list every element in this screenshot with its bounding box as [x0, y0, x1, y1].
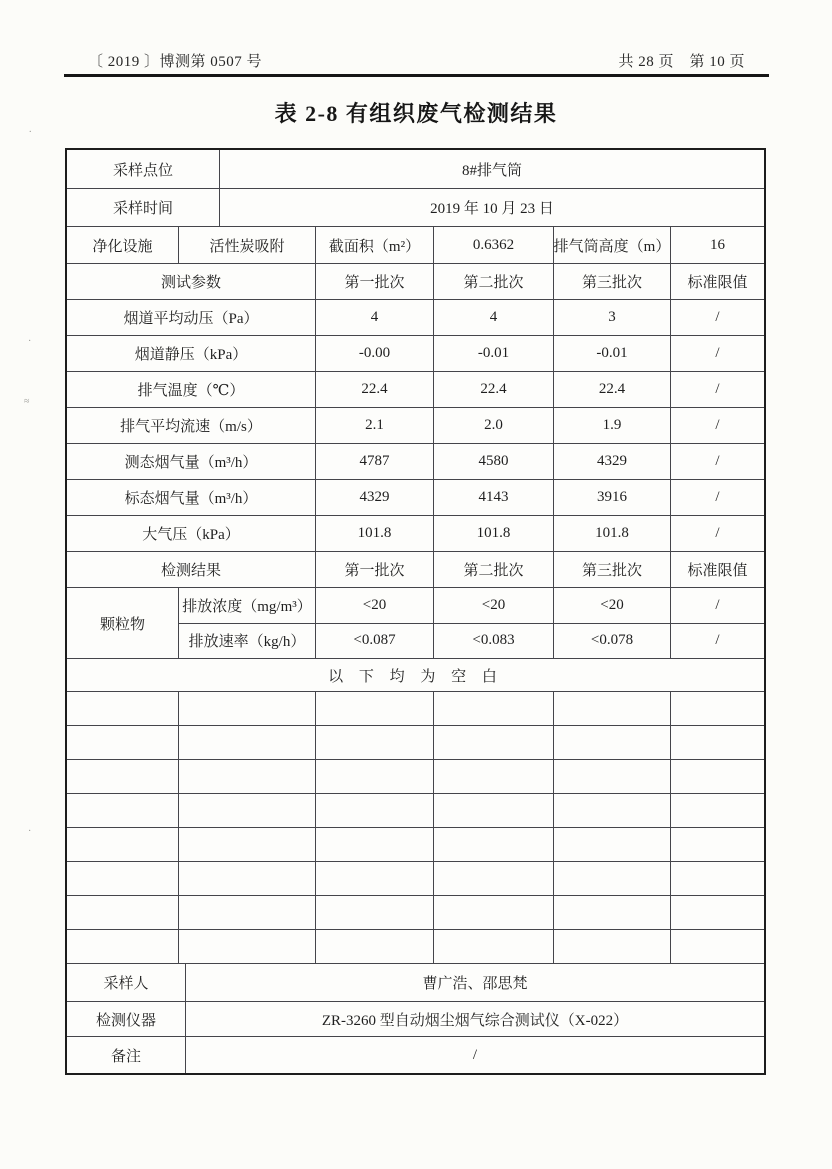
row-instrument: [67, 1002, 764, 1037]
params-header-limit: 标准限值: [687, 275, 748, 291]
empty-row: [67, 726, 764, 760]
emission-rate-label: 排放速率（kg/h）: [179, 624, 316, 659]
empty-cell: [67, 692, 179, 725]
empty-cell: [179, 896, 316, 929]
param-limit: /: [715, 417, 720, 433]
empty-cell: [434, 794, 554, 827]
emission-concentration-value: <20: [316, 588, 434, 623]
empty-cell: [554, 794, 671, 827]
param-value: 2.1: [316, 408, 434, 443]
section-area-value: 0.6362: [434, 227, 554, 263]
emission-concentration-limit: /: [715, 596, 720, 613]
scan-artifact: ·: [28, 336, 32, 347]
empty-row: [67, 760, 764, 794]
stack-height-value: 16: [710, 236, 725, 253]
empty-cell: [434, 760, 554, 793]
row-emission-rate: [179, 624, 764, 659]
page-header: [88, 50, 745, 71]
results-header-limit: 标准限值: [687, 563, 748, 579]
empty-cell: [434, 896, 554, 929]
results-header-batch1: 第一批次: [316, 552, 434, 587]
param-value: 22.4: [434, 372, 554, 407]
row-blank-note: [67, 659, 764, 692]
param-label: 烟道平均动压（Pa）: [67, 300, 316, 335]
empty-cell: [671, 862, 764, 895]
param-label: 标态烟气量（m³/h）: [67, 480, 316, 515]
sample-point-label: 采样点位: [67, 150, 220, 188]
sample-point-value: 8#排气筒: [461, 162, 522, 179]
empty-cell: [434, 726, 554, 759]
empty-row: [67, 930, 764, 964]
param-label: 大气压（kPa）: [67, 516, 316, 551]
empty-row: [67, 896, 764, 930]
empty-cell: [67, 794, 179, 827]
empty-cell: [179, 930, 316, 963]
empty-cell: [179, 726, 316, 759]
empty-row: [67, 828, 764, 862]
page-title: 表 2-8 有组织废气检测结果: [274, 101, 558, 126]
row-param-avg-flow-velocity: [67, 408, 764, 444]
param-value: -0.01: [554, 336, 671, 371]
param-value: 1.9: [554, 408, 671, 443]
emission-rate-value: <0.083: [434, 624, 554, 659]
param-label: 排气平均流速（m/s）: [67, 408, 316, 443]
empty-cell: [434, 862, 554, 895]
empty-cell: [554, 726, 671, 759]
pollutant-name: 颗粒物: [67, 588, 179, 658]
row-purification: [67, 227, 764, 264]
section-area-label: 截面积（m²）: [316, 227, 434, 263]
row-results-header: [67, 552, 764, 588]
row-sample-time: [67, 189, 764, 227]
param-limit: /: [715, 345, 720, 361]
param-value: 4: [434, 300, 554, 335]
empty-cell: [554, 930, 671, 963]
empty-cell: [67, 930, 179, 963]
empty-cell: [554, 896, 671, 929]
params-header-batch3: 第三批次: [554, 264, 671, 299]
empty-cell: [316, 828, 434, 861]
instrument-value: ZR-3260 型自动烟尘烟气综合测试仪（X-022）: [321, 1012, 629, 1029]
remark-value: /: [472, 1046, 478, 1063]
param-value: 101.8: [554, 516, 671, 551]
empty-cell: [67, 896, 179, 929]
empty-cell: [179, 862, 316, 895]
param-value: 4143: [434, 480, 554, 515]
results-header-label: 检测结果: [67, 552, 316, 587]
param-value: 4329: [316, 480, 434, 515]
row-param-standard-gas-volume: [67, 480, 764, 516]
row-param-duct-static-pressure: [67, 336, 764, 372]
empty-row: [67, 692, 764, 726]
empty-cell: [671, 930, 764, 963]
param-value: 2.0: [434, 408, 554, 443]
param-value: 101.8: [316, 516, 434, 551]
emission-concentration-label: 排放浓度（mg/m³）: [179, 588, 316, 623]
empty-cell: [671, 794, 764, 827]
empty-cell: [316, 760, 434, 793]
param-label: 排气温度（℃）: [67, 372, 316, 407]
stack-height-label: 排气筒高度（m）: [554, 227, 671, 263]
param-limit: /: [715, 453, 720, 469]
row-sample-point: [67, 150, 764, 189]
empty-cell: [316, 896, 434, 929]
report-table: [65, 148, 766, 1075]
doc-number: 〔 2019 〕博测第 0507 号: [88, 54, 263, 70]
emission-concentration-value: <20: [434, 588, 554, 623]
row-param-exhaust-temperature: [67, 372, 764, 408]
scan-artifact: ·: [28, 826, 32, 837]
empty-cell: [671, 896, 764, 929]
scan-artifact: .: [29, 124, 32, 135]
empty-cell: [316, 726, 434, 759]
empty-cell: [671, 828, 764, 861]
row-param-actual-gas-volume: [67, 444, 764, 480]
empty-cell: [316, 862, 434, 895]
row-remark: [67, 1037, 764, 1073]
scan-artifact: ≈: [24, 396, 30, 407]
purify-label: 净化设施: [67, 227, 179, 263]
empty-cell: [671, 692, 764, 725]
empty-cell: [179, 692, 316, 725]
empty-cell: [179, 794, 316, 827]
empty-cell: [434, 930, 554, 963]
empty-row: [67, 794, 764, 828]
param-value: 22.4: [316, 372, 434, 407]
row-param-duct-dynamic-pressure: [67, 300, 764, 336]
param-value: 4329: [554, 444, 671, 479]
emission-rate-value: <0.087: [316, 624, 434, 659]
params-header-batch2: 第二批次: [434, 264, 554, 299]
empty-cell: [316, 930, 434, 963]
param-value: 22.4: [554, 372, 671, 407]
empty-cell: [67, 828, 179, 861]
row-param-atmospheric-pressure: [67, 516, 764, 552]
param-label: 测态烟气量（m³/h）: [67, 444, 316, 479]
param-value: 4787: [316, 444, 434, 479]
empty-cell: [179, 828, 316, 861]
param-value: -0.00: [316, 336, 434, 371]
purify-value: 活性炭吸附: [179, 227, 316, 263]
results-header-batch2: 第二批次: [434, 552, 554, 587]
row-params-header: [67, 264, 764, 300]
blank-note: 以 下 均 为 空 白: [328, 668, 503, 685]
param-limit: /: [715, 309, 720, 325]
empty-row: [67, 862, 764, 896]
emission-rate-value: <0.078: [554, 624, 671, 659]
param-limit: /: [715, 489, 720, 505]
empty-cell: [67, 862, 179, 895]
sampler-value: 曹广浩、邵思梵: [422, 976, 528, 992]
params-header-batch1: 第一批次: [316, 264, 434, 299]
sample-time-label: 采样时间: [67, 189, 220, 226]
empty-cell: [67, 726, 179, 759]
results-header-batch3: 第三批次: [554, 552, 671, 587]
empty-cell: [554, 760, 671, 793]
instrument-label: 检测仪器: [67, 1002, 186, 1036]
param-value: 3916: [554, 480, 671, 515]
empty-cell: [316, 794, 434, 827]
emission-rate-limit: /: [715, 632, 720, 649]
param-limit: /: [715, 381, 720, 397]
empty-cell: [671, 760, 764, 793]
empty-cell: [554, 692, 671, 725]
sampler-label: 采样人: [67, 964, 186, 1001]
empty-cell: [554, 828, 671, 861]
emission-concentration-value: <20: [554, 588, 671, 623]
empty-cell: [434, 828, 554, 861]
param-label: 烟道静压（kPa）: [67, 336, 316, 371]
sample-time-value: 2019 年 10 月 23 日: [430, 201, 554, 217]
param-value: 3: [554, 300, 671, 335]
empty-cell: [316, 692, 434, 725]
empty-cell: [434, 692, 554, 725]
param-value: 4580: [434, 444, 554, 479]
page-count: 共 28 页 第 10 页: [618, 54, 745, 70]
remark-label: 备注: [67, 1037, 186, 1073]
empty-cell: [554, 862, 671, 895]
empty-cell: [179, 760, 316, 793]
empty-cell: [67, 760, 179, 793]
row-sampler: [67, 964, 764, 1002]
param-limit: /: [715, 525, 720, 541]
param-value: 101.8: [434, 516, 554, 551]
empty-cell: [671, 726, 764, 759]
row-emission-concentration: [179, 588, 764, 624]
group-particulate: [67, 588, 764, 659]
params-header-label: 测试参数: [67, 264, 316, 299]
header-rule: [64, 74, 769, 77]
param-value: -0.01: [434, 336, 554, 371]
param-value: 4: [316, 300, 434, 335]
